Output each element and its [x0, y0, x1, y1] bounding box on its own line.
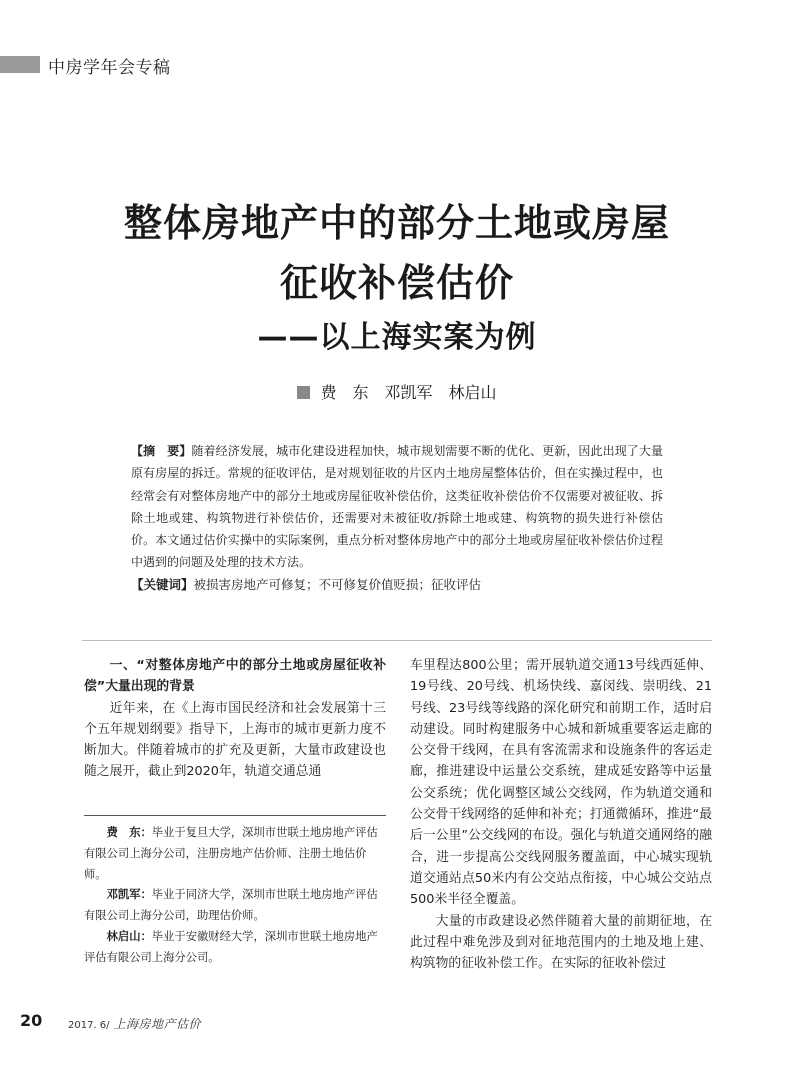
footer-info — [68, 1015, 201, 1032]
article-subtitle: ——以上海实案为例 — [257, 320, 537, 355]
header-bar-decoration — [0, 56, 40, 73]
authors-line — [0, 380, 794, 403]
abstract-block — [131, 440, 663, 596]
abstract-text: 随着经济发展，城市化建设进程加快，城市规划需要不断的优化、更新，因此出现了大量原有房屋的拆迁。常规的征收评估，是对规划征收的片区内土地房屋整体估价，但在实操过程中，也经常会有对整体房地产中的部分土地或房屋征收补偿估价，这类征收补偿估价不仅需要对被征收、拆除土地或建、构筑物进行补偿估价，还需要对未被征收/拆除土地或建、构筑物的损失进行补偿估价。本文通过估价实操中的实际案例，重点分析对整体房地产中的部分土地或房屋征收补偿估价过程中遇到的问题及处理的技术方法。 — [131, 444, 663, 570]
author-footnotes — [84, 823, 386, 969]
issue: 2017. 6/ — [68, 1020, 110, 1031]
square-bullet-icon — [297, 386, 310, 399]
left-column — [84, 655, 386, 783]
keywords-label: 【关键词】 — [131, 576, 194, 592]
authors: 费 东 邓凯军 林启山 — [320, 383, 497, 402]
keywords-text: 被损害房地产可修复；不可修复价值贬损；征收评估 — [193, 576, 482, 592]
article-title-line1: 整体房地产中的部分土地或房屋 — [123, 201, 670, 245]
article-title-line2: 征收补偿估价 — [279, 261, 514, 305]
column-name: 中房学年会专稿 — [48, 58, 171, 78]
abstract-label: 【摘 要】 — [131, 444, 192, 458]
footnote-item: 费 东：毕业于复旦大学，深圳市世联土地房地产评估有限公司上海分公司，注册房地产估价师、注册土地估价师。 — [84, 826, 378, 881]
page-number: 20 — [20, 1011, 43, 1030]
right-paragraph-1: 车里程达800公里；需开展轨道交通13号线西延伸、19号线、20号线、机场快线、嘉闵线、崇明线、21号线、23号线等线路的深化研究和前期工作，适时启动建设。同时构建服务中心城和新城重要客运走廊的公交骨干线网，在具有客流需求和设施条件的客运走廊，推进建设中运量公交系统，建成延安路等中运量公交系统；优化调整区域公交线网，作为轨道交通和公交骨干线网络的延伸和补充；打通微循环，推进“最后一公里”公交线网的布设。强化与轨道交通网络的融合，进一步提高公交线网服务覆盖面，中心城实现轨道交通站点50米内有公交站点衔接，中心城公交站点500米半径全覆盖。 — [410, 658, 712, 908]
footnote-divider — [84, 815, 386, 816]
right-column — [410, 655, 712, 974]
footnote-item: 邓凯军：毕业于同济大学，深圳市世联土地房地产评估有限公司上海分公司，助理估价师。 — [84, 888, 378, 923]
section-heading: 一、“对整体房地产中的部分土地或房屋征收补偿”大量出现的背景 — [84, 658, 386, 695]
footnote-item: 林启山：毕业于安徽财经大学，深圳市世联土地房地产评估有限公司上海分公司。 — [84, 929, 378, 964]
section-divider — [82, 640, 712, 641]
journal-logo: 上海房地产估价 — [113, 1017, 202, 1031]
left-paragraph: 近年来，在《上海市国民经济和社会发展第十三个五年规划纲要》指导下，上海市的城市更新力度不断加大。伴随着城市的扩充及更新，大量市政建设也随之展开，截止到2020年，轨道交通总通 — [84, 700, 386, 780]
right-paragraph-2: 大量的市政建设必然伴随着大量的前期征地，在此过程中难免涉及到对征地范围内的土地及地上建、构筑物的征收补偿工作。在实际的征收补偿过 — [410, 913, 712, 972]
